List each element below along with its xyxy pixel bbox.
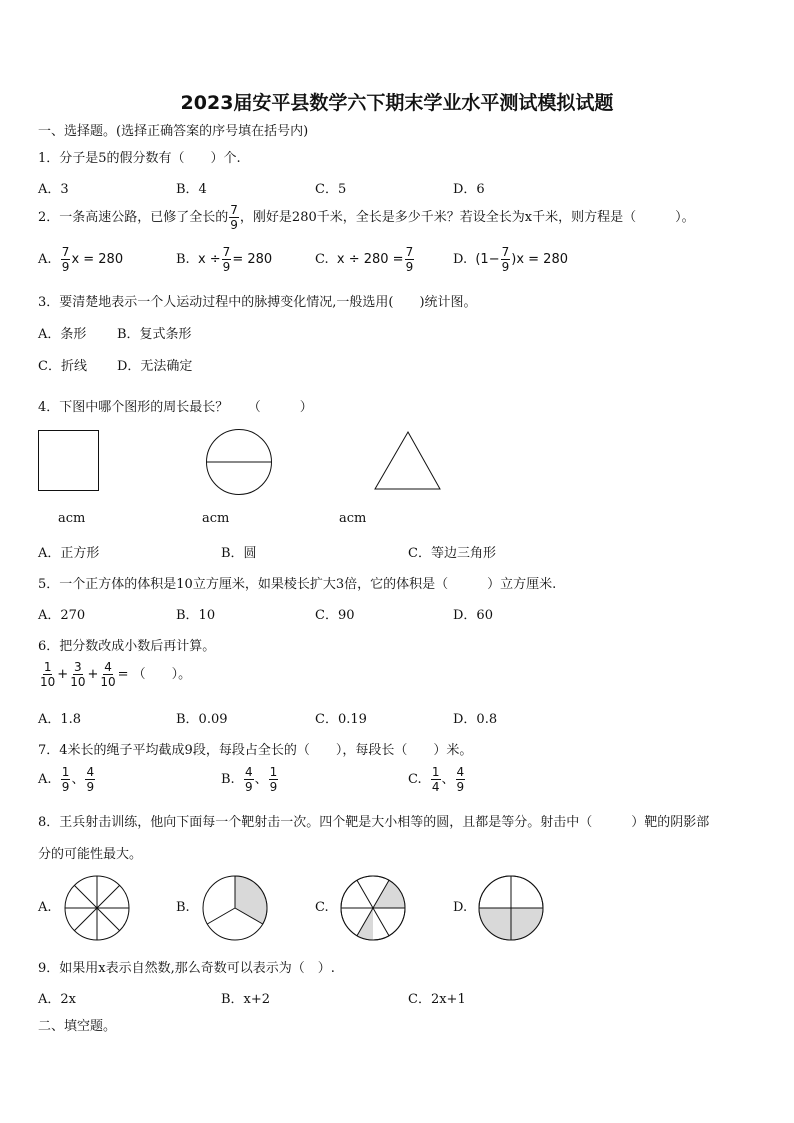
section-heading-fill: 二、填空题。 xyxy=(38,1019,117,1034)
q5-option-a[interactable]: A．270 xyxy=(38,608,86,623)
q2-option-b[interactable]: B. x ÷ $\frac{7}{9}$ = 280 xyxy=(176,245,273,274)
q8-option-c[interactable]: C. xyxy=(315,900,329,915)
square-caption: acm xyxy=(58,511,86,526)
q4-option-a[interactable]: A．正方形 xyxy=(38,546,100,561)
q2-text-pre: 2．一条高速公路，已修了全长的 xyxy=(38,210,229,225)
q6-option-b[interactable]: B．0.09 xyxy=(176,712,228,727)
q3-option-d[interactable]: D．无法确定 xyxy=(117,359,193,374)
q1-option-b[interactable]: B．4 xyxy=(176,182,207,197)
question-4: 4．下图中哪个图形的周长最长？ （ ） xyxy=(38,400,313,415)
q5-option-c[interactable]: C．90 xyxy=(315,608,355,623)
q6-expression: $\frac{1}{10}$ + $\frac{3}{10}$ + $\frac{4}{10}$ = （ ）。 xyxy=(40,660,192,689)
question-9: 9．如果用x表示自然数,那么奇数可以表示为（ ）. xyxy=(38,961,335,976)
q3-option-a[interactable]: A．条形 xyxy=(38,327,87,342)
triangle-caption: acm xyxy=(339,511,367,526)
target-d-quarters xyxy=(478,875,544,941)
target-a-eighths xyxy=(64,875,130,941)
q9-option-c[interactable]: C．2x+1 xyxy=(408,992,466,1007)
section-heading-choice: 一、选择题。(选择正确答案的序号填在括号内) xyxy=(38,124,309,139)
q8-option-d[interactable]: D. xyxy=(453,900,468,915)
q2-option-c[interactable]: C. x ÷ 280 = $\frac{7}{9}$ xyxy=(315,245,414,274)
question-8-line-1: 8．王兵射击训练，他向下面每一个靶射击一次。四个靶是大小相等的圆，且都是等分。射击中（ ）靶的阴影部 xyxy=(38,815,710,830)
q3-option-b[interactable]: B．复式条形 xyxy=(117,327,192,342)
q4-option-c[interactable]: C．等边三角形 xyxy=(408,546,496,561)
q3-option-c[interactable]: C．折线 xyxy=(38,359,87,374)
question-2 xyxy=(38,203,695,232)
q6-option-c[interactable]: C．0.19 xyxy=(315,712,367,727)
question-6: 6．把分数改成小数后再计算。 xyxy=(38,639,216,654)
q6-option-d[interactable]: D．0.8 xyxy=(453,712,498,727)
triangle-figure xyxy=(374,431,442,491)
q2-fraction: $\frac{7}{9}$ xyxy=(230,203,238,232)
q2-option-d[interactable]: D. (1− $\frac{7}{9}$ )x = 280 xyxy=(453,245,568,274)
q5-option-b[interactable]: B．10 xyxy=(176,608,216,623)
q8-option-b[interactable]: B. xyxy=(176,900,190,915)
q9-option-a[interactable]: A．2x xyxy=(38,992,76,1007)
circle-figure xyxy=(205,428,273,496)
q2-text-post: ，刚好是280千米，全长是多少千米？若设全长为x千米，则方程是（ ）。 xyxy=(239,210,695,225)
q6-option-a[interactable]: A．1.8 xyxy=(38,712,82,727)
question-5: 5．一个正方体的体积是10立方厘米，如果棱长扩大3倍，它的体积是（ ）立方厘米. xyxy=(38,577,557,592)
q7-option-c[interactable]: C. $\frac{1}{4}$ 、 $\frac{4}{9}$ xyxy=(408,765,465,794)
question-7: 7．4米长的绳子平均截成9段，每段占全长的（ ），每段长（ ）米。 xyxy=(38,743,473,758)
q2-option-a[interactable]: A. $\frac{7}{9}$ x = 280 xyxy=(38,245,124,274)
q8-option-a[interactable]: A. xyxy=(38,900,52,915)
target-c-sixths xyxy=(340,875,406,941)
q1-option-c[interactable]: C．5 xyxy=(315,182,347,197)
question-3: 3．要清楚地表示一个人运动过程中的脉搏变化情况,一般选用( )统计图。 xyxy=(38,295,477,310)
q1-option-a[interactable]: A．3 xyxy=(38,182,69,197)
q9-option-b[interactable]: B．x+2 xyxy=(221,992,271,1007)
page-title: 2023届安平县数学六下期末学业水平测试模拟试题 xyxy=(180,92,614,114)
question-1: 1．分子是5的假分数有（ ）个. xyxy=(38,151,241,166)
q4-option-b[interactable]: B．圆 xyxy=(221,546,257,561)
target-b-thirds xyxy=(202,875,268,941)
circle-caption: acm xyxy=(202,511,230,526)
q1-option-d[interactable]: D．6 xyxy=(453,182,485,197)
q7-option-a[interactable]: A. $\frac{1}{9}$ 、 $\frac{4}{9}$ xyxy=(38,765,95,794)
question-8-line-2: 分的可能性最大。 xyxy=(38,847,143,862)
q7-option-b[interactable]: B. $\frac{4}{9}$ 、 $\frac{1}{9}$ xyxy=(221,765,278,794)
q5-option-d[interactable]: D．60 xyxy=(453,608,493,623)
square-figure xyxy=(38,430,100,492)
